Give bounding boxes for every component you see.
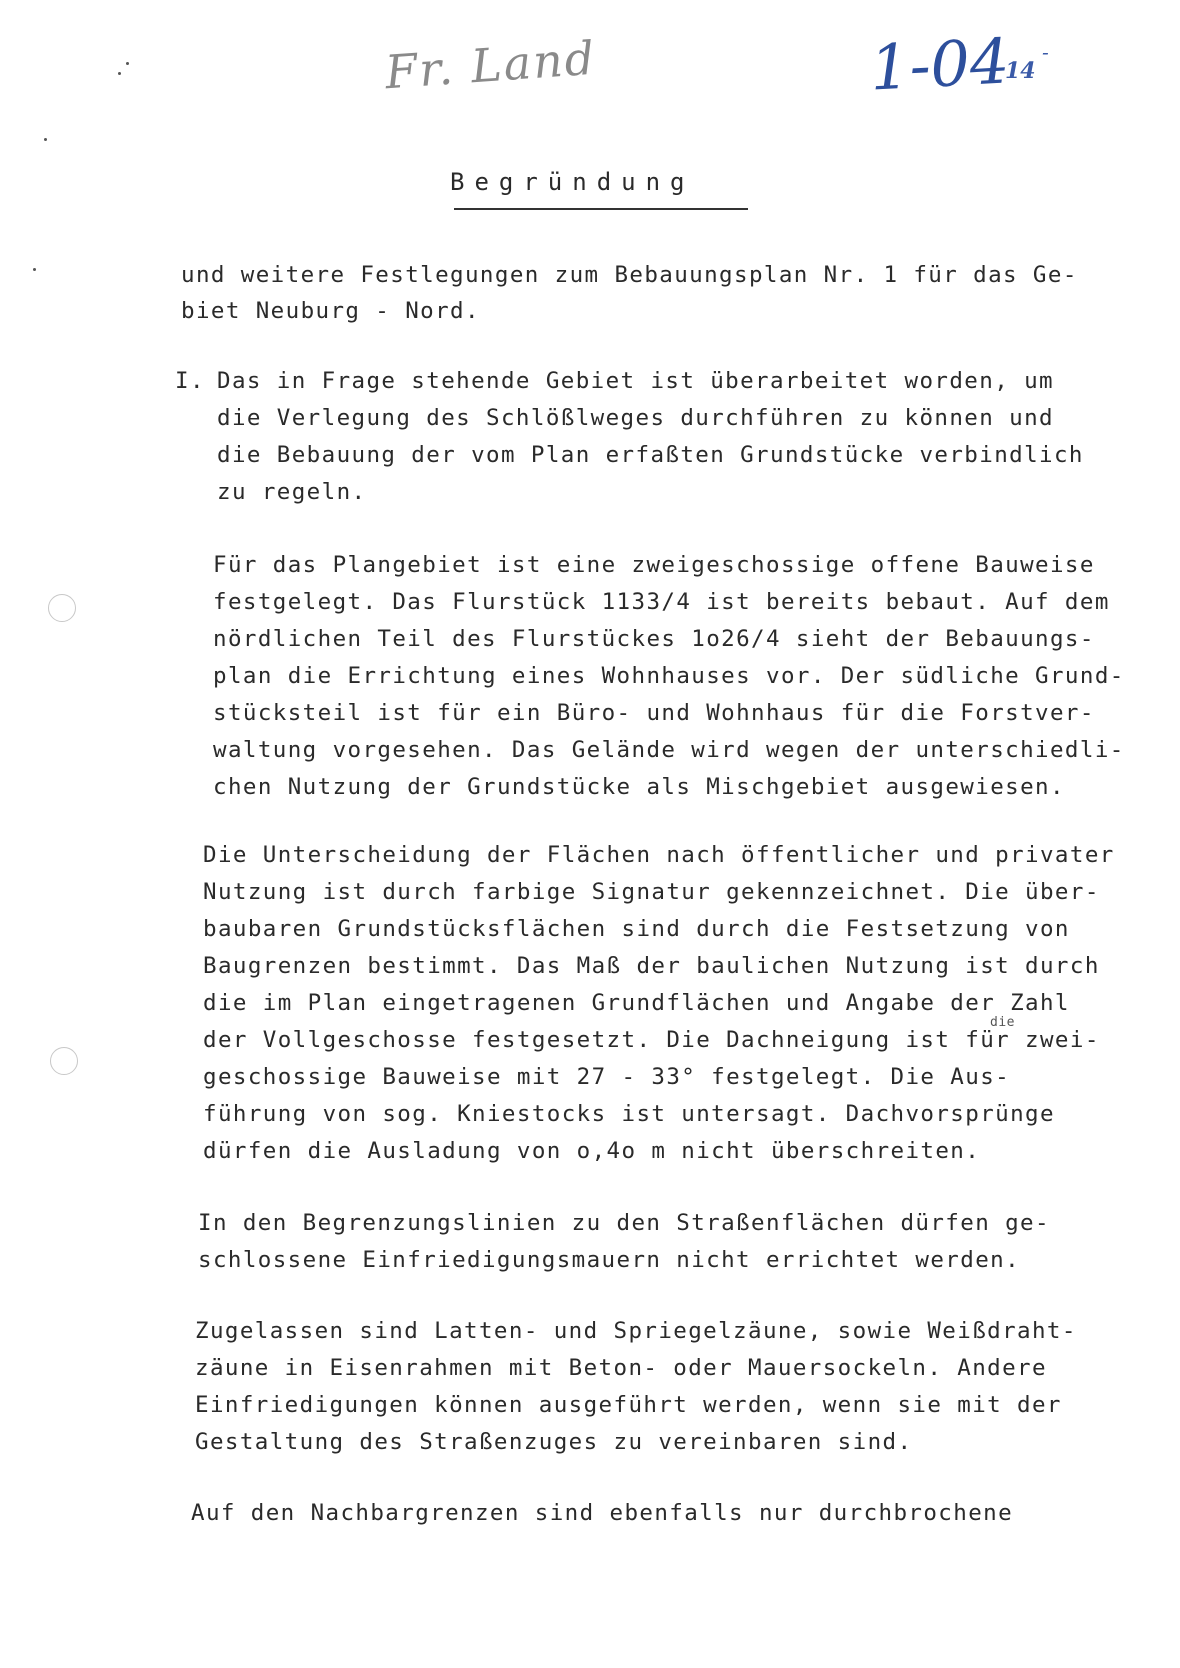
page-mark: 14 bbox=[1005, 58, 1036, 84]
intro-line: und weitere Festlegungen zum Bebauungsplan Nr. 1 für das Ge- bbox=[181, 262, 1078, 288]
paragraph-line: der Vollgeschosse festgesetzt. Die Dachneigung ist für zwei- bbox=[203, 1027, 1100, 1053]
paragraph-line: führung von sog. Kniestocks ist untersagt. Dachvorsprünge bbox=[203, 1101, 1055, 1127]
punch-hole bbox=[50, 1047, 78, 1075]
paragraph-line: Gestaltung des Straßenzuges zu vereinbaren sind. bbox=[195, 1429, 913, 1455]
paragraph-line: festgelegt. Das Flurstück 1133/4 ist bereits bebaut. Auf dem bbox=[213, 589, 1110, 615]
speck bbox=[118, 72, 121, 75]
paragraph-line: Nutzung ist durch farbige Signatur gekennzeichnet. Die über- bbox=[203, 879, 1100, 905]
file-number: 1-04 bbox=[868, 24, 1012, 105]
paragraph-line: baubaren Grundstücksflächen sind durch die Festsetzung von bbox=[203, 916, 1070, 942]
paragraph-line: Einfriedigungen können ausgeführt werden, wenn sie mit der bbox=[195, 1392, 1062, 1418]
section-line: Das in Frage stehende Gebiet ist überarbeitet worden, um bbox=[217, 368, 1054, 394]
section-line: die Verlegung des Schlößlweges durchführen zu können und bbox=[217, 405, 1054, 431]
paragraph-line: waltung vorgesehen. Das Gelände wird wegen der unterschiedli- bbox=[213, 737, 1125, 763]
punch-hole bbox=[48, 594, 76, 622]
handwritten-tick: - bbox=[1042, 40, 1049, 64]
paragraph-line: Für das Plangebiet ist eine zweigeschossige offene Bauweise bbox=[213, 552, 1095, 578]
paragraph-line: stücksteil ist für ein Büro- und Wohnhaus für die Forstver- bbox=[213, 700, 1095, 726]
paragraph-line: schlossene Einfriedigungsmauern nicht errichtet werden. bbox=[198, 1247, 1021, 1273]
paragraph-line: die im Plan eingetragenen Grundflächen und Angabe der Zahl bbox=[203, 990, 1070, 1016]
paragraph-line: plan die Errichtung eines Wohnhauses vor. Der südliche Grund- bbox=[213, 663, 1125, 689]
section-line: die Bebauung der vom Plan erfaßten Grundstücke verbindlich bbox=[217, 442, 1084, 468]
paragraph-line: In den Begrenzungslinien zu den Straßenflächen dürfen ge- bbox=[198, 1210, 1050, 1236]
handwritten-note: Fr. Land bbox=[383, 30, 598, 100]
title-underline bbox=[454, 208, 748, 210]
intro-line: biet Neuburg - Nord. bbox=[181, 298, 480, 324]
page-title: Begründung bbox=[450, 168, 695, 196]
paragraph-line: Die Unterscheidung der Flächen nach öffentlicher und privater bbox=[203, 842, 1115, 868]
speck bbox=[126, 62, 129, 65]
section-marker: I. bbox=[175, 368, 205, 394]
paragraph-line: nördlichen Teil des Flurstückes 1o26/4 sieht der Bebauungs- bbox=[213, 626, 1095, 652]
paragraph-line: chen Nutzung der Grundstücke als Mischgebiet ausgewiesen. bbox=[213, 774, 1065, 800]
inserted-word: die bbox=[990, 1015, 1015, 1030]
paragraph-line: dürfen die Ausladung von o,4o m nicht überschreiten. bbox=[203, 1138, 981, 1164]
paragraph-line: Zugelassen sind Latten- und Spriegelzäune, sowie Weißdraht- bbox=[195, 1318, 1077, 1344]
paragraph-line: Auf den Nachbargrenzen sind ebenfalls nur durchbrochene bbox=[191, 1500, 1014, 1526]
paragraph-line: zäune in Eisenrahmen mit Beton- oder Mauersockeln. Andere bbox=[195, 1355, 1047, 1381]
speck bbox=[44, 138, 47, 141]
section-line: zu regeln. bbox=[217, 479, 367, 505]
paragraph-line: geschossige Bauweise mit 27 - 33° festgelegt. Die Aus- bbox=[203, 1064, 1011, 1090]
paragraph-line: Baugrenzen bestimmt. Das Maß der baulichen Nutzung ist durch bbox=[203, 953, 1100, 979]
speck bbox=[33, 268, 36, 271]
